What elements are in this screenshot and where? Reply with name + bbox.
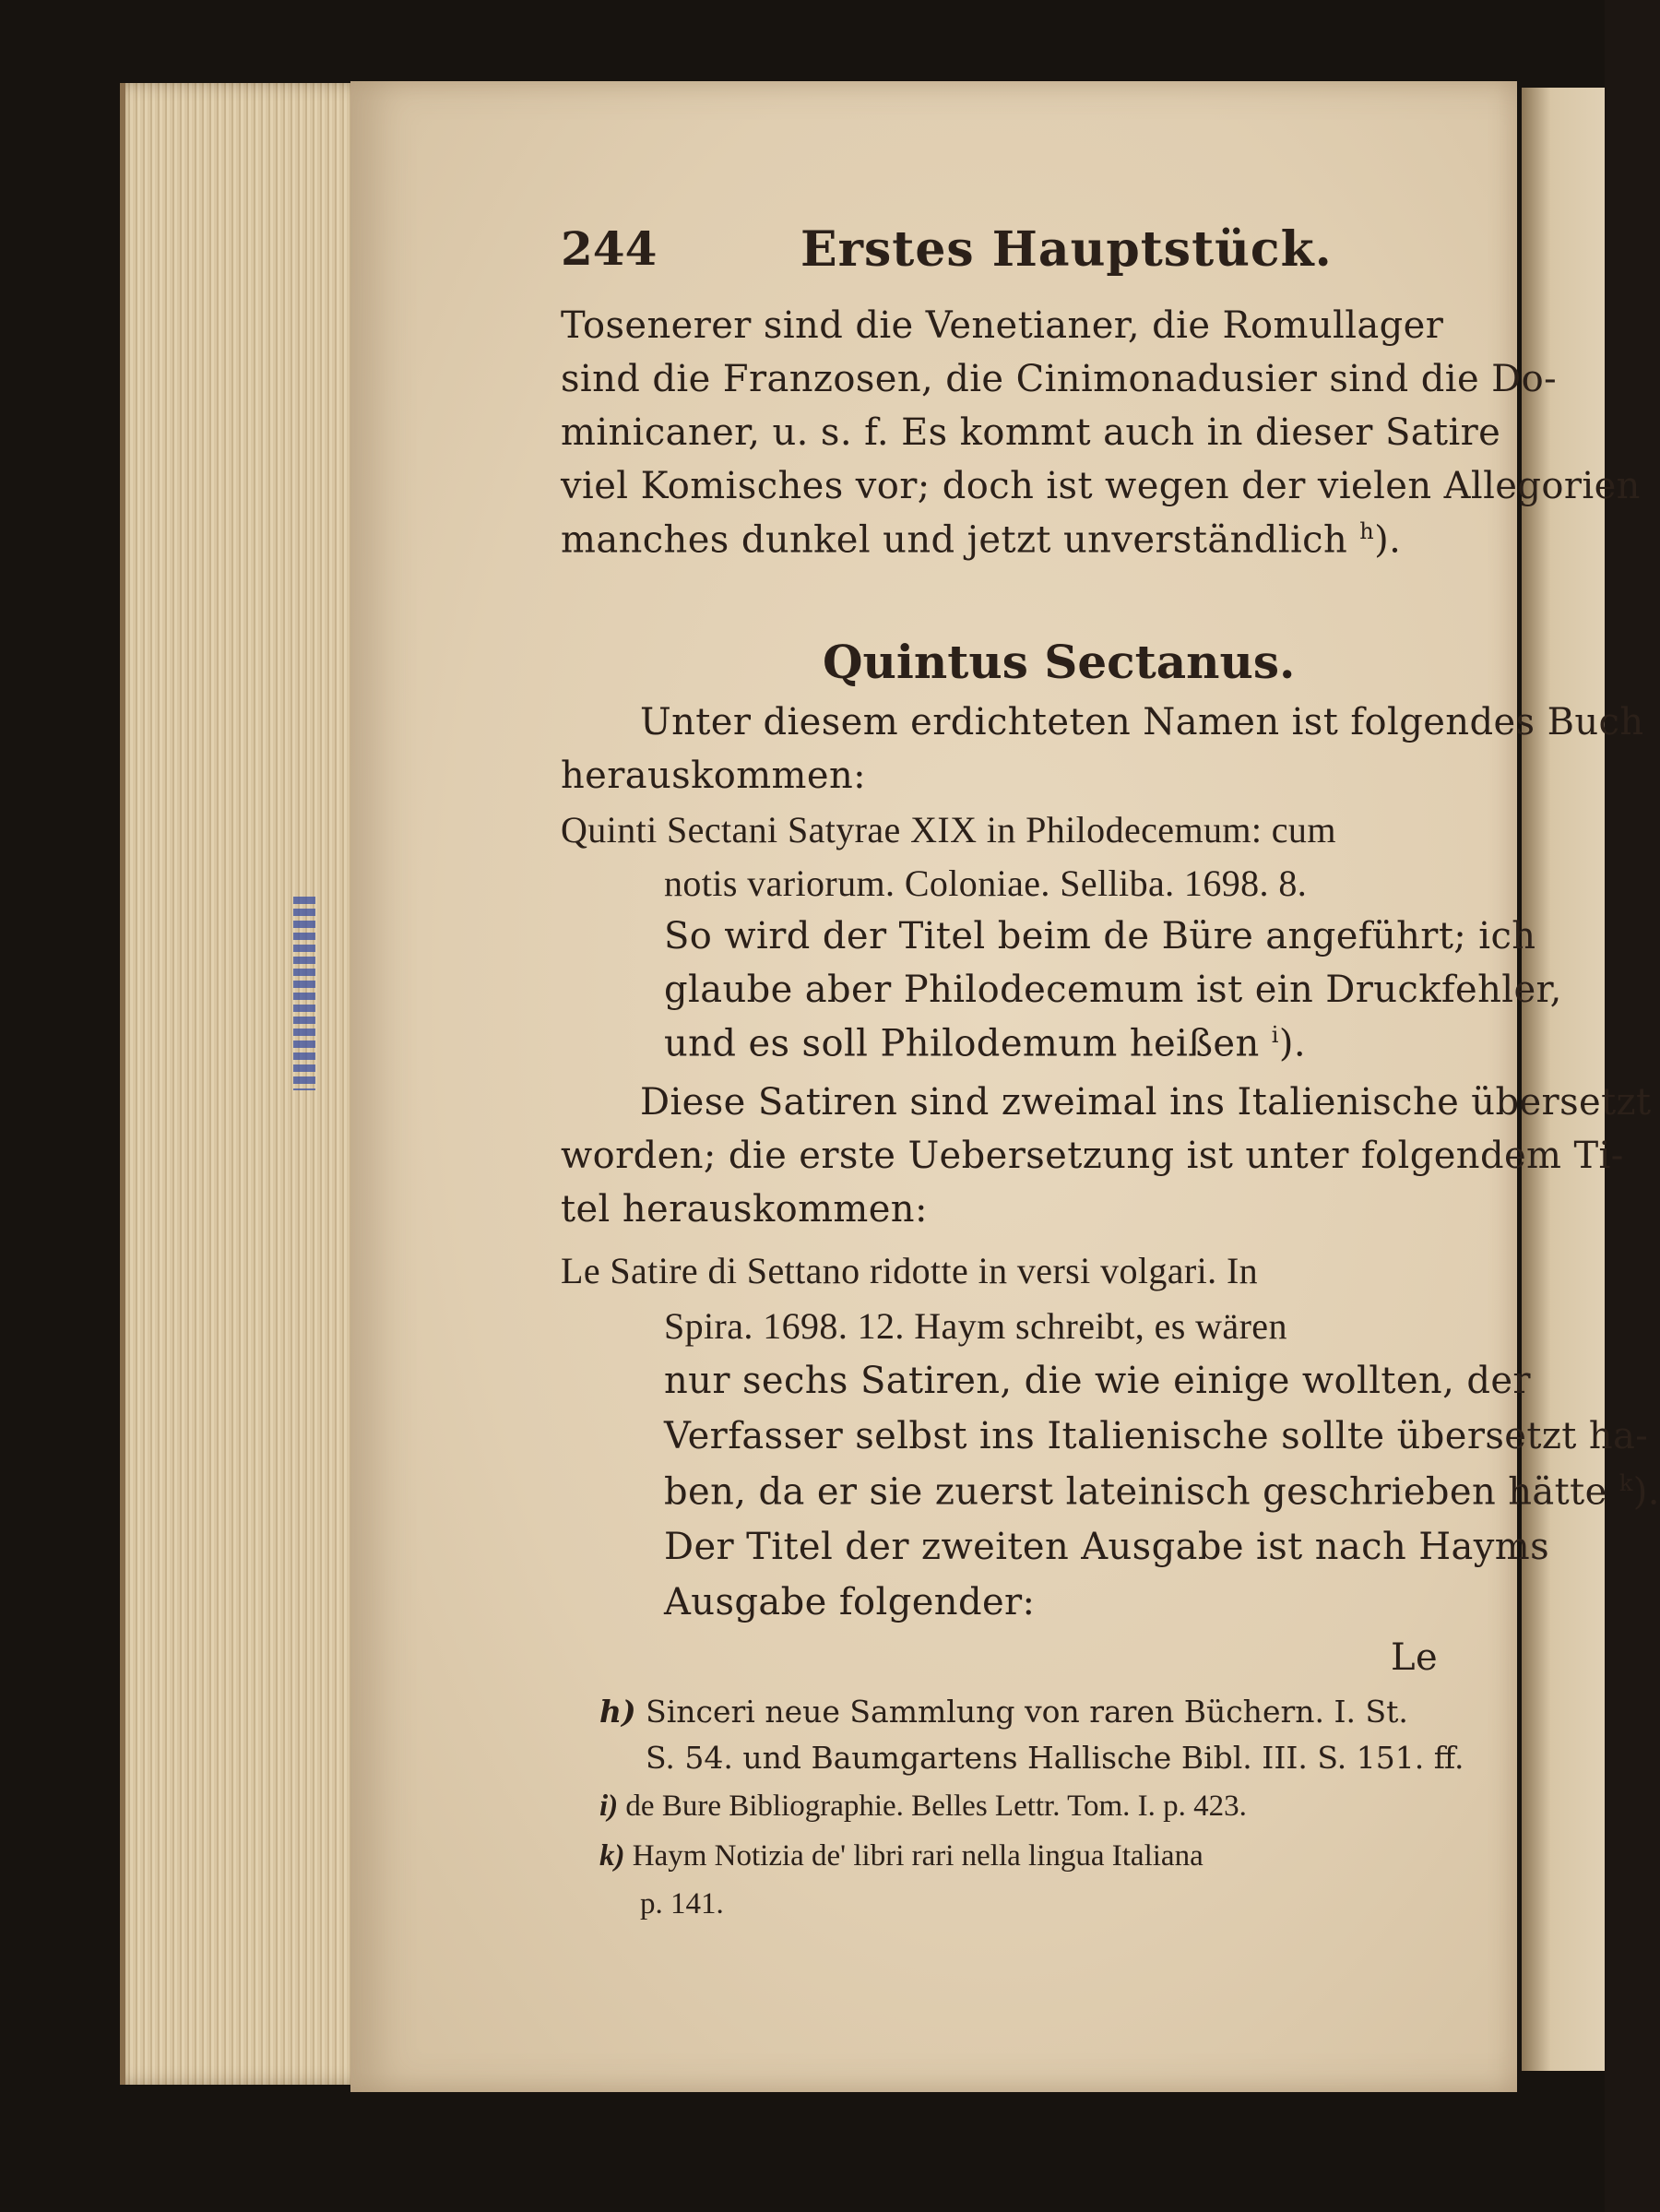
catchword: Le: [1391, 1636, 1439, 1679]
text-line: Quinti Sectani Satyrae XIX in Philodecemum: cum: [561, 809, 1336, 850]
text-line: Le Satire di Settano ridotte in versi volgari. In: [561, 1250, 1259, 1291]
footnote-k: [599, 1839, 1204, 1873]
text-line: notis variorum. Coloniae. Selliba. 1698. 8.: [664, 862, 1308, 904]
text-line: tel herauskommen:: [561, 1188, 928, 1231]
running-head: Erstes Hauptstück.: [800, 221, 1333, 278]
text-segment: ).: [1374, 518, 1402, 562]
footnote-h-cont: S. 54. und Baumgartens Hallische Bibl. III. S. 151. ff.: [646, 1740, 1464, 1776]
footnote-label: k): [599, 1839, 625, 1873]
footnote-h: [599, 1694, 1408, 1730]
text-line: minicaner, u. s. f. Es kommt auch in dieser Satire: [561, 411, 1501, 454]
footnote-text: Sinceri neue Sammlung von raren Büchern. I. St.: [646, 1694, 1408, 1730]
text-line-with-note: [664, 1470, 1660, 1513]
text-line: So wird der Titel beim de Büre angeführt; ich: [664, 915, 1536, 957]
footnote-ref: i: [1271, 1022, 1279, 1048]
text-line: Ausgabe folgender:: [664, 1581, 1036, 1623]
text-segment: ).: [1278, 1022, 1306, 1065]
text-line: Spira. 1698. 12. Haym schreibt, es wären: [664, 1305, 1287, 1347]
text-line: glaube aber Philodecemum ist ein Druckfehler,: [664, 969, 1562, 1011]
page-number: 244: [561, 221, 658, 276]
section-heading: Quintus Sectanus.: [823, 635, 1296, 689]
book-page-edges: [120, 83, 374, 2085]
text-segment: und es soll Philodemum heißen: [664, 1022, 1260, 1065]
text-line-with-note: [561, 518, 1401, 561]
footnote-ref: k: [1618, 1470, 1633, 1496]
text-line-with-note: [664, 1022, 1306, 1064]
text-segment: ben, da er sie zuerst lateinisch geschrieben hätte: [664, 1470, 1607, 1514]
text-line: worden; die erste Uebersetzung ist unter folgendem Ti-: [561, 1135, 1624, 1177]
text-line: herauskommen:: [561, 755, 866, 797]
footnote-text: de Bure Bibliographie. Belles Lettr. Tom. I. p. 423.: [625, 1790, 1247, 1823]
text-line: Verfasser selbst ins Italienische sollte übersetzt ha-: [664, 1415, 1649, 1457]
footnote-i: [599, 1790, 1247, 1824]
text-line: Der Titel der zweiten Ausgabe ist nach Hayms: [664, 1526, 1550, 1568]
footnote-k-cont: p. 141.: [640, 1887, 724, 1921]
text-segment: ).: [1632, 1470, 1660, 1514]
text-segment: manches dunkel und jetzt unverständlich: [561, 518, 1348, 562]
text-line: viel Komisches vor; doch ist wegen der vielen Allegorien: [561, 465, 1641, 507]
footnote-ref: h: [1359, 518, 1375, 544]
footnote-label: i): [599, 1790, 619, 1823]
footnote-text: Haym Notizia de' libri rari nella lingua Italiana: [632, 1839, 1204, 1873]
text-line: nur sechs Satiren, die wie einige wollten, der: [664, 1360, 1531, 1402]
library-stamp: [293, 897, 315, 1090]
text-line: sind die Franzosen, die Cinimonadusier sind die Do-: [561, 358, 1558, 400]
text-line: Unter diesem erdichteten Namen ist folgendes Buch: [640, 701, 1644, 743]
text-line: Tosenerer sind die Venetianer, die Romullager: [561, 304, 1444, 347]
text-line: Diese Satiren sind zweimal ins Italienische übersetzt: [640, 1081, 1652, 1124]
footnote-label: h): [599, 1694, 636, 1730]
